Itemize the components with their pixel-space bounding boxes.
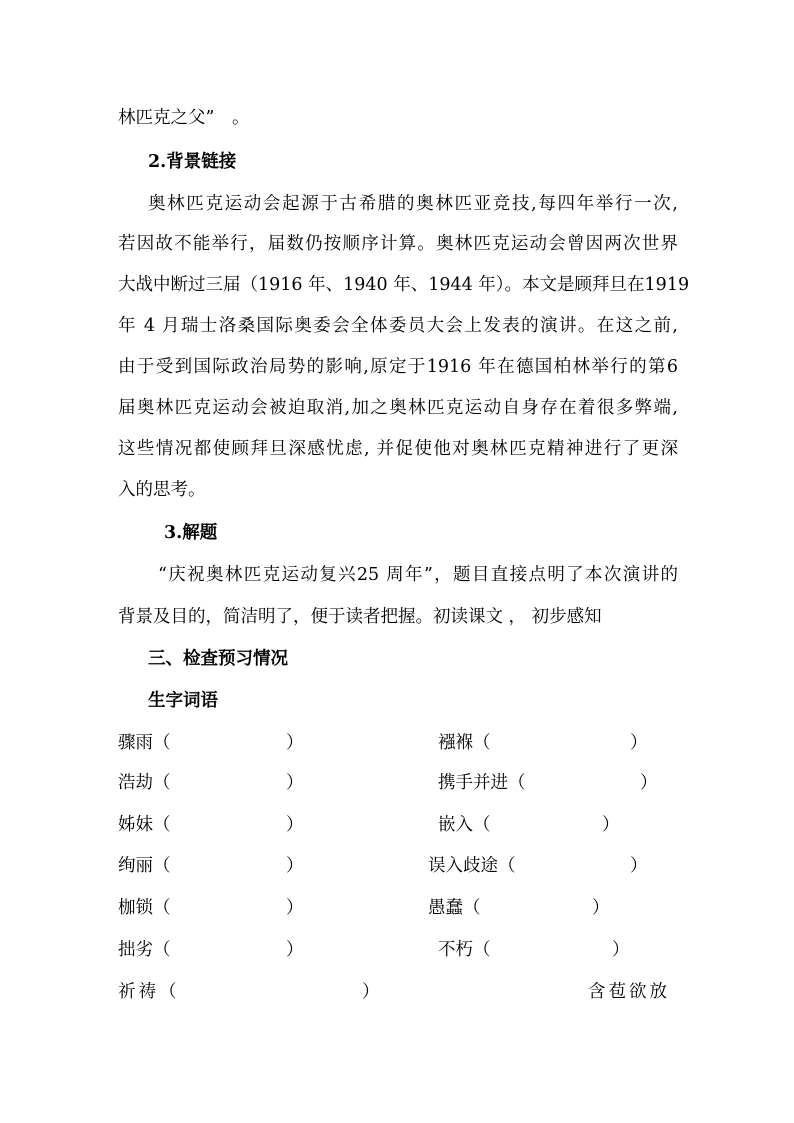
vocab-word: 携手并进（	[438, 773, 526, 793]
vocab-paren-close: ）	[286, 733, 304, 753]
vocab-word: 祈祷（	[118, 982, 180, 1002]
vocab-word: 襁褓（	[438, 733, 491, 753]
vocab-word: 嵌入（	[438, 815, 491, 835]
vocab-paren-close: ）	[286, 815, 304, 835]
vocab-paren-close: ）	[630, 733, 648, 753]
vocab-word: 枷锁（	[118, 898, 171, 918]
vocab-paren-close: ）	[630, 856, 648, 876]
vocab-paren-close: ）	[602, 815, 620, 835]
section2-line: 届奥林匹克运动会被迫取消,加之奥林匹克运动自身存在着很多弊端,	[118, 398, 678, 418]
vocab-word: 姊妹（	[118, 815, 171, 835]
vocab-word: 含苞欲放	[588, 982, 670, 1002]
section2-line: 年 4 月瑞士洛桑国际奥委会全体委员大会上发表的演讲。在这之前,	[118, 316, 678, 336]
vocab-paren-close: ）	[286, 898, 304, 918]
vocab-paren-close: ）	[286, 773, 304, 793]
vocab-paren-close: ）	[592, 898, 610, 918]
part3-heading: 三、检查预习情况	[148, 649, 288, 669]
vocab-paren-close: ）	[286, 856, 304, 876]
section2-line: 这些情况都使顾拜旦深感忧虑, 并促使他对奥林匹克精神进行了更深	[118, 439, 678, 459]
vocab-word: 浩劫（	[118, 773, 171, 793]
section3-line: “庆祝奥林匹克运动复兴25 周年”，题目直接点明了本次演讲的	[158, 565, 678, 585]
vocab-word: 拙劣（	[118, 940, 171, 960]
vocab-paren-close: ）	[640, 773, 658, 793]
vocab-word: 绚丽（	[118, 856, 171, 876]
vocab-word: 误入歧途（	[428, 856, 516, 876]
section2-line: 若因故不能举行，届数仍按顺序计算。奥林匹克运动会曾因两次世界	[118, 234, 678, 254]
section2-heading: 2.背景链接	[148, 152, 237, 172]
section2-line: 大战中断过三届（1916 年、1940 年、1944 年）。本文是顾拜旦在1919	[118, 275, 690, 295]
section2-line: 入的思考。	[118, 480, 206, 500]
section3-line: 背景及目的，简洁明了，便于读者把握。初读课文 ， 初步感知	[118, 607, 602, 627]
vocab-subheading: 生字词语	[148, 691, 218, 711]
vocab-paren-close: ）	[286, 940, 304, 960]
vocab-paren-close: ）	[362, 982, 380, 1002]
intro-tail-line: 林匹克之父” 。	[118, 108, 250, 128]
vocab-word: 愚蠢（	[428, 898, 481, 918]
section3-heading: 3.解题	[164, 523, 218, 543]
section2-line: 由于受到国际政治局势的影响,原定于1916 年在德国柏林举行的第6	[118, 357, 678, 377]
vocab-word: 骤雨（	[118, 733, 171, 753]
vocab-paren-close: ）	[612, 940, 630, 960]
vocab-word: 不朽（	[438, 940, 491, 960]
section2-line: 奥林匹克运动会起源于古希腊的奥林匹亚竞技,每四年举行一次,	[148, 194, 678, 214]
